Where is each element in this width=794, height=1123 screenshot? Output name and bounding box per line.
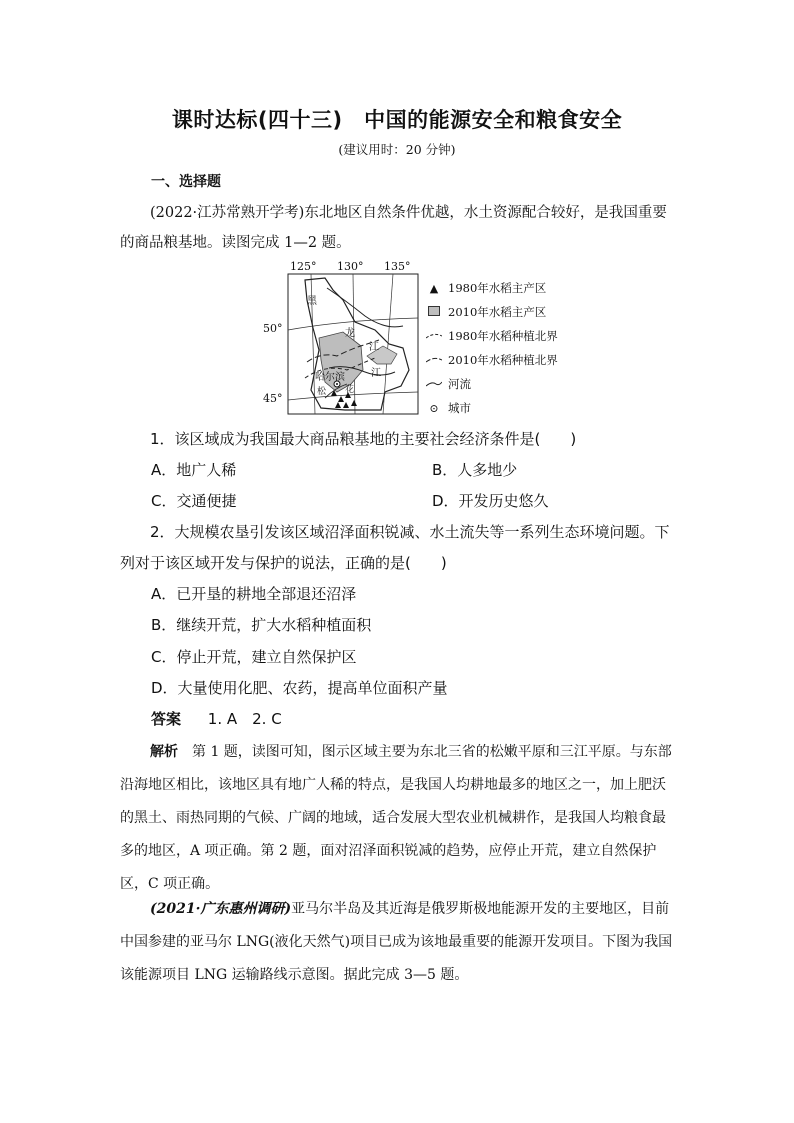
page-title: 课时达标(四十三) 中国的能源安全和粮食安全 <box>171 108 623 132</box>
legend-label: 城市 <box>448 401 471 415</box>
question-2-stem: 2．大规模农垦引发该区域沼泽面积锐减、水土流失等一系列生态环境问题。下列对于该区域开发与保护的说法，正确的是( ) <box>120 523 670 572</box>
map-label-hei: 黑 <box>307 296 317 307</box>
triangle-icon: ▲ <box>429 281 439 295</box>
dash-line-icon <box>426 330 442 343</box>
q2-option-d[interactable]: D．大量使用化肥、农药，提高单位面积产量 <box>151 679 448 697</box>
map-label-jiang-1: 江 <box>369 342 379 353</box>
legend-item-rice-2010 <box>426 300 586 324</box>
answer-label: 答案 <box>151 710 182 728</box>
lon-label-130: 130° <box>337 260 364 273</box>
analysis-text: 第 1 题，读图可知，图示区域主要为东北三省的松嫩平原和三江平原。与东部沿海地区相比，该地区具有地广人稀的特点，是我国人均耕地最多的地区之一，加上肥沃的黑土、雨热同期的气候、广阔的地域，适合发展大型农业机械耕作，是我国人均粮食最多的地区，A 项正确。第 2 题，面对沼泽面积锐减的趋势，应停止开荒，建立自然保护区，C 项正确。 <box>120 744 672 892</box>
answer-line <box>151 708 282 729</box>
dash-arrow-line-icon <box>426 354 442 367</box>
legend-label: 2010年水稻主产区 <box>448 305 547 319</box>
legend-label: 河流 <box>448 377 471 391</box>
river-icon <box>426 378 442 391</box>
intro2-source: (2021·广东惠州调研) <box>150 901 292 917</box>
legend-item-boundary-1980 <box>426 324 586 348</box>
analysis-label: 解析 <box>150 744 178 760</box>
intro-paragraph-2 <box>120 893 675 992</box>
question-1-stem: 1．该区域成为我国最大商品粮基地的主要社会经济条件是( ) <box>150 430 577 448</box>
legend-item-boundary-2010 <box>426 348 586 372</box>
q1-option-b[interactable]: B．人多地少 <box>432 461 518 479</box>
lat-label-50: 50° <box>263 322 283 335</box>
legend-item-rice-1980 <box>426 276 586 300</box>
legend-label: 1980年水稻主产区 <box>448 281 547 295</box>
map-label-long: 龙 <box>345 328 355 339</box>
q1-option-d[interactable]: D．开发历史悠久 <box>432 492 549 510</box>
lon-label-135: 135° <box>384 260 411 273</box>
lat-label-45: 45° <box>263 392 283 405</box>
legend-label: 2010年水稻种植北界 <box>448 353 558 367</box>
gray-square-icon <box>426 306 442 319</box>
q2-option-a[interactable]: A．已开垦的耕地全部退还沼泽 <box>151 585 357 603</box>
map-label-jiang-2: 江 <box>371 368 381 379</box>
lon-label-125: 125° <box>290 260 317 273</box>
q2-option-b[interactable]: B．继续开荒，扩大水稻种植面积 <box>151 616 372 634</box>
q1-option-a[interactable]: A．地广人稀 <box>151 461 237 479</box>
q1-option-c[interactable]: C．交通便捷 <box>151 492 237 510</box>
analysis-paragraph <box>120 736 675 901</box>
legend-item-river <box>426 372 586 396</box>
q2-option-c[interactable]: C．停止开荒，建立自然保护区 <box>151 648 357 666</box>
intro-paragraph-1: (2022·江苏常熟开学考)东北地区自然条件优越，水土资源配合较好，是我国重要的商品粮基地。读图完成 1—2 题。 <box>120 205 667 251</box>
legend-label: 1980年水稻种植北界 <box>448 329 558 343</box>
map-label-hua: 花 <box>345 385 355 395</box>
map-legend <box>426 276 586 420</box>
map-svg <box>285 260 425 418</box>
answer-text: 1. A 2. C <box>207 710 282 728</box>
northeast-rice-map <box>263 260 425 418</box>
map-label-harbin: 哈尔滨 <box>315 372 345 383</box>
city-icon: ⊙ <box>429 401 439 415</box>
map-label-song: 松 <box>317 387 327 397</box>
section-heading: 一、选择题 <box>151 174 221 190</box>
legend-item-city <box>426 396 586 420</box>
intro2-text: 亚马尔半岛及其近海是俄罗斯极地能源开发的主要地区，目前中国参建的亚马尔 LNG(液化天然气)项目已成为该地最重要的能源开发项目。下图为我国该能源项目 LNG 运输路线示意图。据此完成 3—5 题。 <box>120 901 673 983</box>
suggested-time: (建议用时：20 分钟) <box>338 142 456 157</box>
